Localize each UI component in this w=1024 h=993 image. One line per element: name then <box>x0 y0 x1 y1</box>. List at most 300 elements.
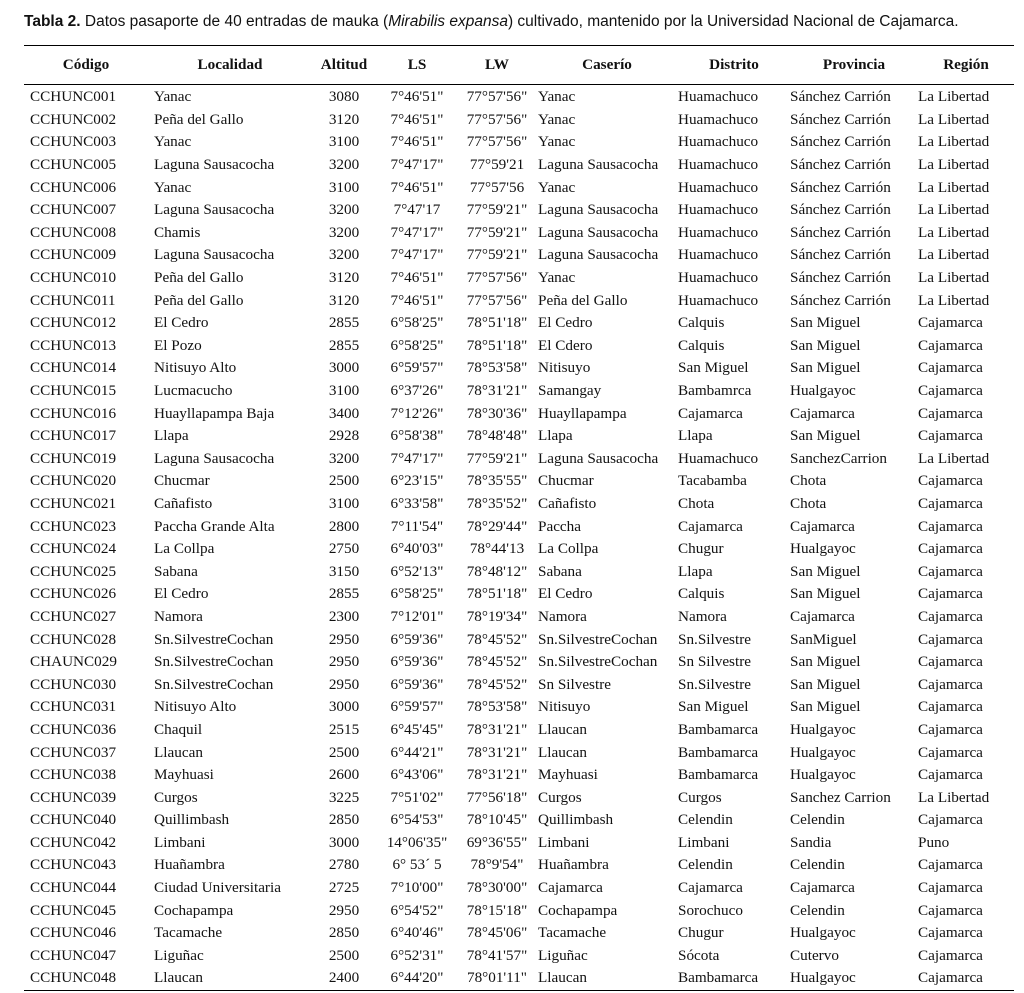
cell-codigo: CCHUNC011 <box>30 291 116 309</box>
cell-caserio: Tacamache <box>538 924 607 942</box>
table-row <box>24 560 1014 583</box>
cell-altitud: 3120 <box>328 110 360 128</box>
cell-localidad: Limbani <box>154 833 206 851</box>
cell-region: La Libertad <box>918 788 990 806</box>
cell-ls: 7°11'54" <box>390 517 444 535</box>
cell-provincia: Chota <box>790 472 827 490</box>
cell-distrito: Bambamarca <box>678 743 759 761</box>
cell-provincia: Sánchez Carrión <box>790 133 891 151</box>
cell-provincia: SanchezCarrion <box>790 449 887 467</box>
cell-localidad: Quillimbash <box>154 811 230 829</box>
cell-caserio: Laguna Sausacocha <box>538 223 659 241</box>
cell-localidad: Llaucan <box>148 967 312 990</box>
cell-altitud: 3120 <box>328 269 360 287</box>
table-row <box>24 606 1014 629</box>
cell-caserio: Huayllapampa <box>538 404 627 422</box>
cell-region: Cajamarca <box>918 336 983 354</box>
table-row <box>24 741 1014 764</box>
cell-region: Cajamarca <box>918 359 983 377</box>
cell-region: Cajamarca <box>918 630 983 648</box>
cell-localidad: Nitisuyo Alto <box>154 359 237 377</box>
cell-ls: 14°06'35" <box>386 833 448 851</box>
cell-ls: 7°47'17" <box>390 223 444 241</box>
cell-distrito: Curgos <box>678 788 722 806</box>
cell-lw: 77°59'21 <box>469 156 525 174</box>
cell-ls: 6°59'36" <box>390 675 444 693</box>
cell-distrito: Huamachuco <box>678 269 759 287</box>
cell-provincia: Sánchez Carrión <box>790 201 891 219</box>
cell-ls: 6°44'21" <box>390 743 444 761</box>
table-row <box>24 199 1014 222</box>
cell-region: Cajamarca <box>918 967 1014 990</box>
cell-distrito: Celendin <box>678 856 733 874</box>
cell-altitud: 2780 <box>328 856 360 874</box>
cell-caserio: Mayhuasi <box>538 766 598 784</box>
table-row <box>24 673 1014 696</box>
cell-provincia: San Miguel <box>790 427 861 445</box>
cell-lw: 78°29'44" <box>466 517 528 535</box>
cell-ls: 6°33'58" <box>390 494 444 512</box>
cell-caserio: Llapa <box>538 427 573 445</box>
cell-provincia: Cajamarca <box>790 517 855 535</box>
table-row <box>24 945 1014 968</box>
cell-distrito: Chugur <box>678 540 724 558</box>
cell-localidad: Chucmar <box>154 472 210 490</box>
cell-distrito: Tacabamba <box>678 472 747 490</box>
table-row <box>24 696 1014 719</box>
cell-lw: 78°53'58" <box>466 698 528 716</box>
cell-altitud: 3100 <box>328 178 360 196</box>
cell-distrito: Huamachuco <box>678 291 759 309</box>
cell-caserio: Chucmar <box>538 472 594 490</box>
cell-distrito: Huamachuco <box>678 246 759 264</box>
cell-codigo: CCHUNC019 <box>30 449 117 467</box>
cell-distrito: Namora <box>678 607 727 625</box>
cell-altitud: 2850 <box>328 811 360 829</box>
cell-distrito: Llapa <box>678 427 713 445</box>
cell-distrito: Cajamarca <box>678 517 743 535</box>
cell-caserio: Paccha <box>538 517 582 535</box>
cell-distrito: Limbani <box>678 833 730 851</box>
cell-codigo: CCHUNC020 <box>30 472 117 490</box>
cell-altitud: 2950 <box>328 630 360 648</box>
cell-region: Cajamarca <box>918 494 983 512</box>
cell-provincia: Celendin <box>790 901 845 919</box>
table-row <box>24 922 1014 945</box>
cell-caserio: Peña del Gallo <box>538 291 628 309</box>
cell-codigo: CCHUNC021 <box>30 494 117 512</box>
cell-region: Cajamarca <box>918 675 983 693</box>
table-row <box>24 267 1014 290</box>
cell-distrito: Cajamarca <box>678 879 743 897</box>
table-row <box>24 899 1014 922</box>
cell-altitud: 3100 <box>328 133 360 151</box>
cell-ls: 6°40'46" <box>390 924 444 942</box>
cell-localidad: Laguna Sausacocha <box>154 246 275 264</box>
cell-codigo: CCHUNC010 <box>30 269 117 287</box>
cell-distrito: Bambamarca <box>678 967 790 990</box>
cell-provincia: Celendin <box>790 856 845 874</box>
table-row <box>24 854 1014 877</box>
header-region: Región <box>918 46 1014 85</box>
cell-codigo: CCHUNC005 <box>30 156 117 174</box>
cell-region: Puno <box>918 833 950 851</box>
table-caption <box>24 13 1014 31</box>
header-provincia: Provincia <box>790 46 918 85</box>
cell-provincia: Hualgayoc <box>790 540 856 558</box>
table-row <box>24 357 1014 380</box>
cell-region: Cajamarca <box>918 856 983 874</box>
cell-altitud: 3000 <box>328 833 360 851</box>
cell-lw: 78°31'21" <box>466 720 528 738</box>
cell-region: Cajamarca <box>918 743 983 761</box>
cell-altitud: 2850 <box>328 924 360 942</box>
table-row <box>24 651 1014 674</box>
cell-lw: 77°57'56" <box>466 133 528 151</box>
cell-ls: 7°46'51" <box>390 178 444 196</box>
cell-localidad: Yanac <box>154 88 192 106</box>
cell-provincia: Sandia <box>790 833 832 851</box>
cell-caserio: Cañafisto <box>538 494 597 512</box>
cell-region: Cajamarca <box>918 427 983 445</box>
cell-codigo: CCHUNC023 <box>30 517 117 535</box>
table-body <box>24 85 1014 991</box>
cell-lw: 78°30'36" <box>466 404 528 422</box>
cell-region: La Libertad <box>918 449 990 467</box>
cell-caserio: Samangay <box>538 382 602 400</box>
cell-lw: 78°45'06" <box>466 924 528 942</box>
cell-localidad: El Pozo <box>154 336 202 354</box>
cell-caserio: Sn.SilvestreCochan <box>538 630 658 648</box>
cell-altitud: 2300 <box>328 607 360 625</box>
cell-codigo: CCHUNC043 <box>30 856 117 874</box>
cell-distrito: Sócota <box>678 946 720 964</box>
cell-region: La Libertad <box>918 201 990 219</box>
cell-localidad: Sabana <box>154 562 198 580</box>
cell-altitud: 2800 <box>328 517 360 535</box>
cell-region: Cajamarca <box>918 924 983 942</box>
cell-distrito: Llapa <box>678 562 713 580</box>
cell-caserio: Llaucan <box>538 720 587 738</box>
cell-codigo: CCHUNC014 <box>30 359 117 377</box>
cell-lw: 78°45'52" <box>466 675 528 693</box>
cell-ls: 6°54'52" <box>390 901 444 919</box>
cell-codigo: CCHUNC003 <box>30 133 117 151</box>
cell-provincia: San Miguel <box>790 336 861 354</box>
cell-distrito: Huamachuco <box>678 449 759 467</box>
cell-altitud: 2500 <box>328 946 360 964</box>
cell-distrito: Huamachuco <box>678 110 759 128</box>
cell-region: Cajamarca <box>918 653 983 671</box>
cell-caserio: Nitisuyo <box>538 359 591 377</box>
cell-lw: 78°19'34" <box>466 607 528 625</box>
cell-provincia: San Miguel <box>790 675 861 693</box>
cell-region: Cajamarca <box>918 720 983 738</box>
table-row <box>24 154 1014 177</box>
table-row <box>24 380 1014 403</box>
table-row <box>24 786 1014 809</box>
cell-distrito: Chugur <box>678 924 724 942</box>
cell-region: Cajamarca <box>918 811 983 829</box>
cell-caserio: Namora <box>538 607 587 625</box>
cell-localidad: El Cedro <box>154 585 209 603</box>
cell-provincia: Hualgayoc <box>790 382 856 400</box>
cell-ls: 6°58'25" <box>390 314 444 332</box>
cell-distrito: Cajamarca <box>678 404 743 422</box>
cell-distrito: Huamachuco <box>678 223 759 241</box>
cell-ls: 6°44'20" <box>376 967 458 990</box>
cell-provincia: Cajamarca <box>790 404 855 422</box>
cell-caserio: Nitisuyo <box>538 698 591 716</box>
cell-provincia: Sánchez Carrión <box>790 246 891 264</box>
header-caserio: Caserío <box>536 46 678 85</box>
header-codigo: Código <box>24 46 148 85</box>
cell-altitud: 2600 <box>328 766 360 784</box>
cell-ls: 6°59'57" <box>390 359 444 377</box>
cell-caserio: Laguna Sausacocha <box>538 201 659 219</box>
table-row <box>24 222 1014 245</box>
cell-ls: 6°52'13" <box>390 562 444 580</box>
cell-codigo: CCHUNC016 <box>30 404 117 422</box>
table-row <box>24 402 1014 425</box>
cell-localidad: Laguna Sausacocha <box>154 201 275 219</box>
cell-caserio: Cajamarca <box>538 879 603 897</box>
cell-lw: 78°44'13 <box>469 540 525 558</box>
cell-lw: 78°10'45" <box>466 811 528 829</box>
cell-lw: 78°51'18" <box>466 585 528 603</box>
cell-localidad: Peña del Gallo <box>154 291 244 309</box>
cell-caserio: El Cdero <box>538 336 593 354</box>
cell-ls: 6°58'38" <box>390 427 444 445</box>
cell-provincia: San Miguel <box>790 653 861 671</box>
cell-ls: 6°59'36" <box>390 653 444 671</box>
cell-ls: 6°59'57" <box>390 698 444 716</box>
cell-localidad: Cochapampa <box>154 901 234 919</box>
cell-provincia: San Miguel <box>790 562 861 580</box>
cell-localidad: Nitisuyo Alto <box>154 698 237 716</box>
cell-altitud: 2400 <box>312 967 376 990</box>
passport-data-table <box>24 45 1014 991</box>
cell-provincia: Hualgayoc <box>790 766 856 784</box>
table-row <box>24 289 1014 312</box>
cell-caserio: Liguñac <box>538 946 588 964</box>
cell-codigo: CCHUNC039 <box>30 788 117 806</box>
cell-region: Cajamarca <box>918 946 983 964</box>
header-localidad: Localidad <box>148 46 312 85</box>
cell-provincia: Sánchez Carrión <box>790 88 891 106</box>
cell-localidad: Paccha Grande Alta <box>154 517 275 535</box>
cell-distrito: Sn.Silvestre <box>678 630 751 648</box>
cell-caserio: Curgos <box>538 788 582 806</box>
cell-lw: 78°01'11" <box>458 967 536 990</box>
cell-provincia: Chota <box>790 494 827 512</box>
cell-provincia: Hualgayoc <box>790 924 856 942</box>
cell-codigo: CCHUNC028 <box>30 630 117 648</box>
cell-altitud: 2750 <box>328 540 360 558</box>
caption-text-before: Datos pasaporte de 40 entradas de mauka ( <box>80 13 389 30</box>
cell-altitud: 2950 <box>328 675 360 693</box>
cell-lw: 77°59'21" <box>466 223 528 241</box>
cell-codigo: CCHUNC036 <box>30 720 117 738</box>
table-row <box>24 176 1014 199</box>
cell-codigo: CCHUNC045 <box>30 901 117 919</box>
cell-localidad: Huayllapampa Baja <box>154 404 275 422</box>
cell-codigo: CCHUNC024 <box>30 540 117 558</box>
cell-lw: 77°57'56" <box>466 88 528 106</box>
cell-altitud: 3100 <box>328 494 360 512</box>
cell-region: Cajamarca <box>918 698 983 716</box>
cell-distrito: Chota <box>678 494 715 512</box>
cell-localidad: Lucmacucho <box>154 382 233 400</box>
cell-altitud: 2500 <box>328 743 360 761</box>
cell-provincia: San Miguel <box>790 585 861 603</box>
cell-altitud: 3100 <box>328 382 360 400</box>
cell-provincia: San Miguel <box>790 359 861 377</box>
cell-region: Cajamarca <box>918 404 983 422</box>
table-row <box>24 312 1014 335</box>
cell-codigo: CCHUNC002 <box>30 110 117 128</box>
cell-provincia: Hualgayoc <box>790 743 856 761</box>
cell-distrito: Huamachuco <box>678 133 759 151</box>
cell-distrito: Huamachuco <box>678 178 759 196</box>
cell-altitud: 3000 <box>328 359 360 377</box>
cell-provincia: Hualgayoc <box>790 720 856 738</box>
cell-codigo: CCHUNC008 <box>30 223 117 241</box>
cell-region: Cajamarca <box>918 585 983 603</box>
cell-lw: 78°51'18" <box>466 314 528 332</box>
cell-altitud: 3200 <box>328 201 360 219</box>
cell-codigo: CCHUNC009 <box>30 246 117 264</box>
cell-ls: 6°43'06" <box>390 766 444 784</box>
cell-provincia: Cajamarca <box>790 879 855 897</box>
cell-altitud: 3150 <box>328 562 360 580</box>
table-row <box>24 244 1014 267</box>
table-row <box>24 515 1014 538</box>
header-altitud: Altitud <box>312 46 376 85</box>
cell-lw: 78°30'00" <box>466 879 528 897</box>
cell-altitud: 3000 <box>328 698 360 716</box>
table-row <box>24 425 1014 448</box>
cell-ls: 7°10'00" <box>390 879 444 897</box>
header-row <box>24 46 1014 85</box>
cell-altitud: 2855 <box>328 336 360 354</box>
cell-altitud: 3200 <box>328 246 360 264</box>
cell-localidad: Curgos <box>154 788 198 806</box>
cell-ls: 7°46'51" <box>390 291 444 309</box>
cell-ls: 7°12'26" <box>390 404 444 422</box>
cell-provincia: Cutervo <box>790 946 839 964</box>
cell-region: Cajamarca <box>918 314 983 332</box>
header-distrito: Distrito <box>678 46 790 85</box>
cell-localidad: Laguna Sausacocha <box>154 449 275 467</box>
cell-distrito: San Miguel <box>678 359 749 377</box>
cell-provincia: Sanchez Carrion <box>790 788 891 806</box>
cell-caserio: La Collpa <box>538 540 599 558</box>
cell-region: La Libertad <box>918 110 990 128</box>
table-row <box>24 583 1014 606</box>
cell-ls: 7°46'51" <box>390 133 444 151</box>
cell-localidad: Namora <box>154 607 203 625</box>
cell-localidad: Yanac <box>154 133 192 151</box>
cell-codigo: CCHUNC006 <box>30 178 117 196</box>
cell-caserio: Yanac <box>538 110 576 128</box>
cell-lw: 77°57'56 <box>469 178 525 196</box>
cell-region: La Libertad <box>918 246 990 264</box>
cell-altitud: 3225 <box>328 788 360 806</box>
cell-distrito: Huamachuco <box>678 156 759 174</box>
cell-region: Cajamarca <box>918 517 983 535</box>
cell-ls: 6°54'53" <box>390 811 444 829</box>
cell-region: Cajamarca <box>918 382 983 400</box>
cell-lw: 78°53'58" <box>466 359 528 377</box>
cell-altitud: 3200 <box>328 156 360 174</box>
cell-codigo: CCHUNC001 <box>30 88 117 106</box>
cell-codigo: CHAUNC029 <box>30 653 117 671</box>
cell-region: Cajamarca <box>918 540 983 558</box>
cell-caserio: Quillimbash <box>538 811 614 829</box>
cell-caserio: Yanac <box>538 178 576 196</box>
cell-lw: 78°35'55" <box>466 472 528 490</box>
cell-lw: 78°31'21" <box>466 382 528 400</box>
cell-region: La Libertad <box>918 156 990 174</box>
cell-region: La Libertad <box>918 269 990 287</box>
cell-region: Cajamarca <box>918 607 983 625</box>
cell-localidad: Liguñac <box>154 946 204 964</box>
cell-altitud: 2500 <box>328 472 360 490</box>
cell-codigo: CCHUNC038 <box>30 766 117 784</box>
cell-distrito: Bambamrca <box>678 382 752 400</box>
cell-ls: 7°12'01" <box>390 607 444 625</box>
cell-ls: 7°47'17 <box>393 201 441 219</box>
cell-region: La Libertad <box>918 88 990 106</box>
table-row <box>24 628 1014 651</box>
header-ls: LS <box>376 46 458 85</box>
cell-provincia: Sánchez Carrión <box>790 291 891 309</box>
cell-altitud: 2855 <box>328 585 360 603</box>
cell-altitud: 2725 <box>328 879 360 897</box>
cell-region: La Libertad <box>918 291 990 309</box>
cell-altitud: 2515 <box>328 720 360 738</box>
cell-region: La Libertad <box>918 178 990 196</box>
cell-codigo: CCHUNC025 <box>30 562 117 580</box>
cell-distrito: Sn.Silvestre <box>678 675 751 693</box>
cell-provincia: Sánchez Carrión <box>790 156 891 174</box>
cell-lw: 77°56'18" <box>466 788 528 806</box>
cell-altitud: 2855 <box>328 314 360 332</box>
cell-codigo: CCHUNC040 <box>30 811 117 829</box>
cell-codigo: CCHUNC042 <box>30 833 117 851</box>
cell-codigo: CCHUNC015 <box>30 382 117 400</box>
cell-altitud: 3120 <box>328 291 360 309</box>
table-row <box>24 493 1014 516</box>
cell-provincia: Sánchez Carrión <box>790 178 891 196</box>
cell-localidad: Peña del Gallo <box>154 269 244 287</box>
cell-localidad: Huañambra <box>154 856 225 874</box>
caption-text-after: ) cultivado, mantenido por la Universidad Nacional de Cajamarca. <box>507 13 959 30</box>
cell-codigo: CCHUNC007 <box>30 201 117 219</box>
cell-codigo: CCHUNC017 <box>30 427 117 445</box>
cell-lw: 78°31'21" <box>466 743 528 761</box>
cell-ls: 7°46'51" <box>390 110 444 128</box>
cell-ls: 7°46'51" <box>390 88 444 106</box>
cell-codigo: CCHUNC031 <box>30 698 117 716</box>
table-row <box>24 719 1014 742</box>
table-row <box>24 967 1014 990</box>
cell-lw: 78°15'18" <box>466 901 528 919</box>
cell-lw: 77°57'56" <box>466 110 528 128</box>
cell-ls: 7°46'51" <box>390 269 444 287</box>
cell-distrito: Bambamarca <box>678 720 759 738</box>
